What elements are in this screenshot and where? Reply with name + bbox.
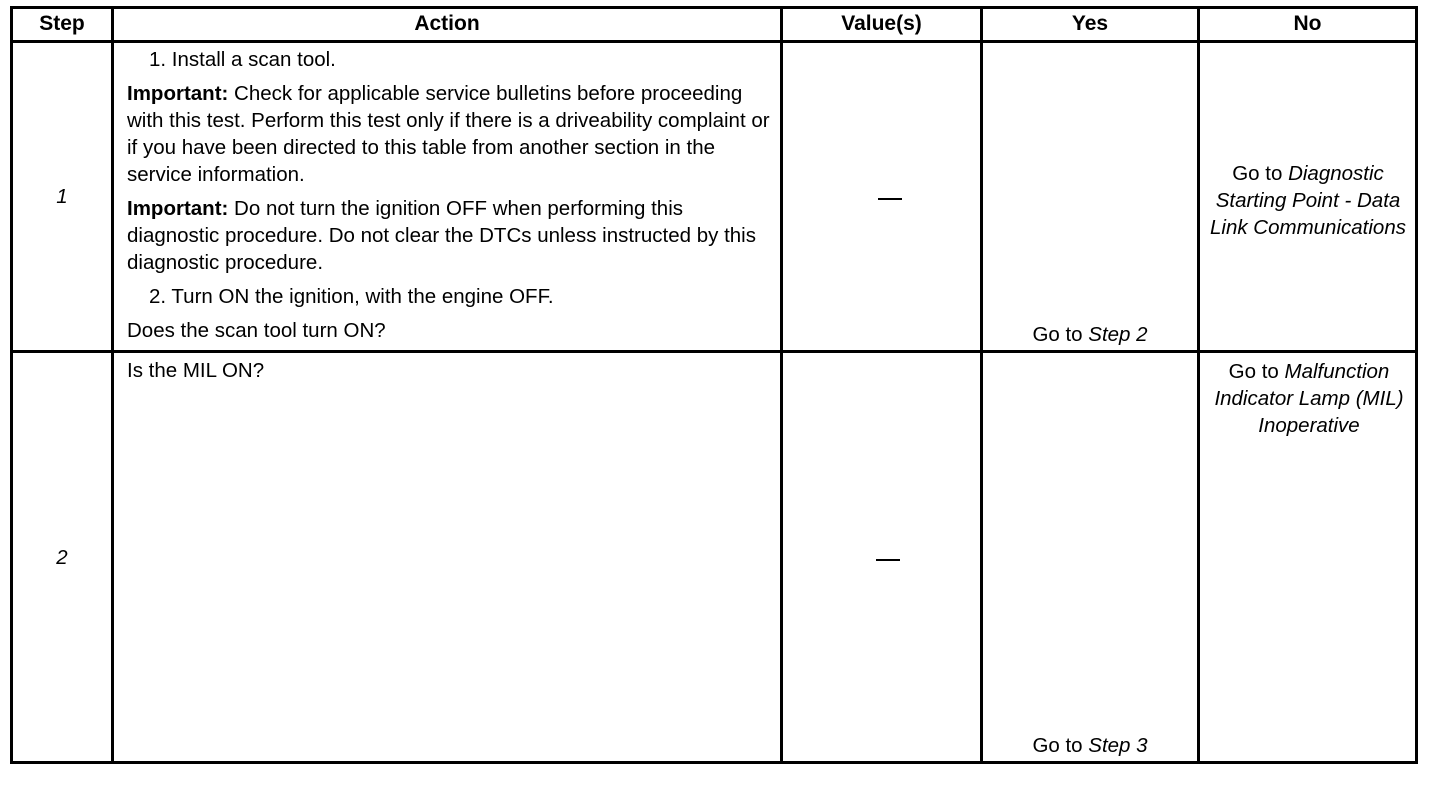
important-note <box>127 80 772 188</box>
column-divider <box>980 6 983 764</box>
header-yes: Yes <box>1071 12 1109 35</box>
action-cell <box>127 46 772 344</box>
action-question: Does the scan tool turn ON? <box>127 319 386 342</box>
column-divider <box>780 6 783 764</box>
important-note <box>127 195 772 276</box>
action-item: 1. Install a scan tool. <box>149 48 336 71</box>
no-prefix: Go to <box>1232 162 1289 185</box>
column-divider <box>111 6 114 764</box>
yes-cell <box>983 732 1197 759</box>
header-action: Action <box>414 12 480 35</box>
value-dash-mark <box>878 198 902 200</box>
no-prefix: Go to <box>1228 360 1285 383</box>
header-no: No <box>1293 12 1322 35</box>
yes-prefix: Go to <box>1032 734 1089 757</box>
action-item: 2. Turn ON the ignition, with the engine OFF. <box>149 285 554 308</box>
important-label: Important: <box>127 82 229 105</box>
step-number: 2 <box>56 546 68 569</box>
header-values: Value(s) <box>841 12 922 35</box>
no-cell <box>1208 160 1408 241</box>
action-question: Is the MIL ON? <box>127 359 265 382</box>
go-to-step-link[interactable]: Step 2 <box>1088 323 1148 346</box>
yes-prefix: Go to <box>1032 323 1089 346</box>
value-dash-mark <box>876 559 900 561</box>
important-text: Check for applicable service bulletins before proceeding with this test. Perform this test only if there is a driveability complaint or if you have been directed to this table from another section in the service information. <box>127 82 770 186</box>
column-divider <box>1197 6 1200 764</box>
important-text: Do not turn the ignition OFF when performing this diagnostic procedure. Do not clear the DTCs unless instructed by this diagnostic procedure. <box>127 197 756 274</box>
no-cell <box>1206 358 1412 439</box>
row-divider <box>10 350 1418 353</box>
go-to-step-link[interactable]: Step 3 <box>1088 734 1148 757</box>
go-to-section-link[interactable]: Diagnostic Starting Point - Data Link Communications <box>1210 162 1406 239</box>
header-divider <box>10 40 1418 43</box>
yes-cell <box>983 321 1197 348</box>
go-to-section-link[interactable]: Malfunction Indicator Lamp (MIL) Inoperative <box>1214 360 1404 437</box>
header-step: Step <box>39 12 85 35</box>
action-cell <box>127 357 772 384</box>
step-number: 1 <box>56 185 68 208</box>
important-label: Important: <box>127 197 229 220</box>
